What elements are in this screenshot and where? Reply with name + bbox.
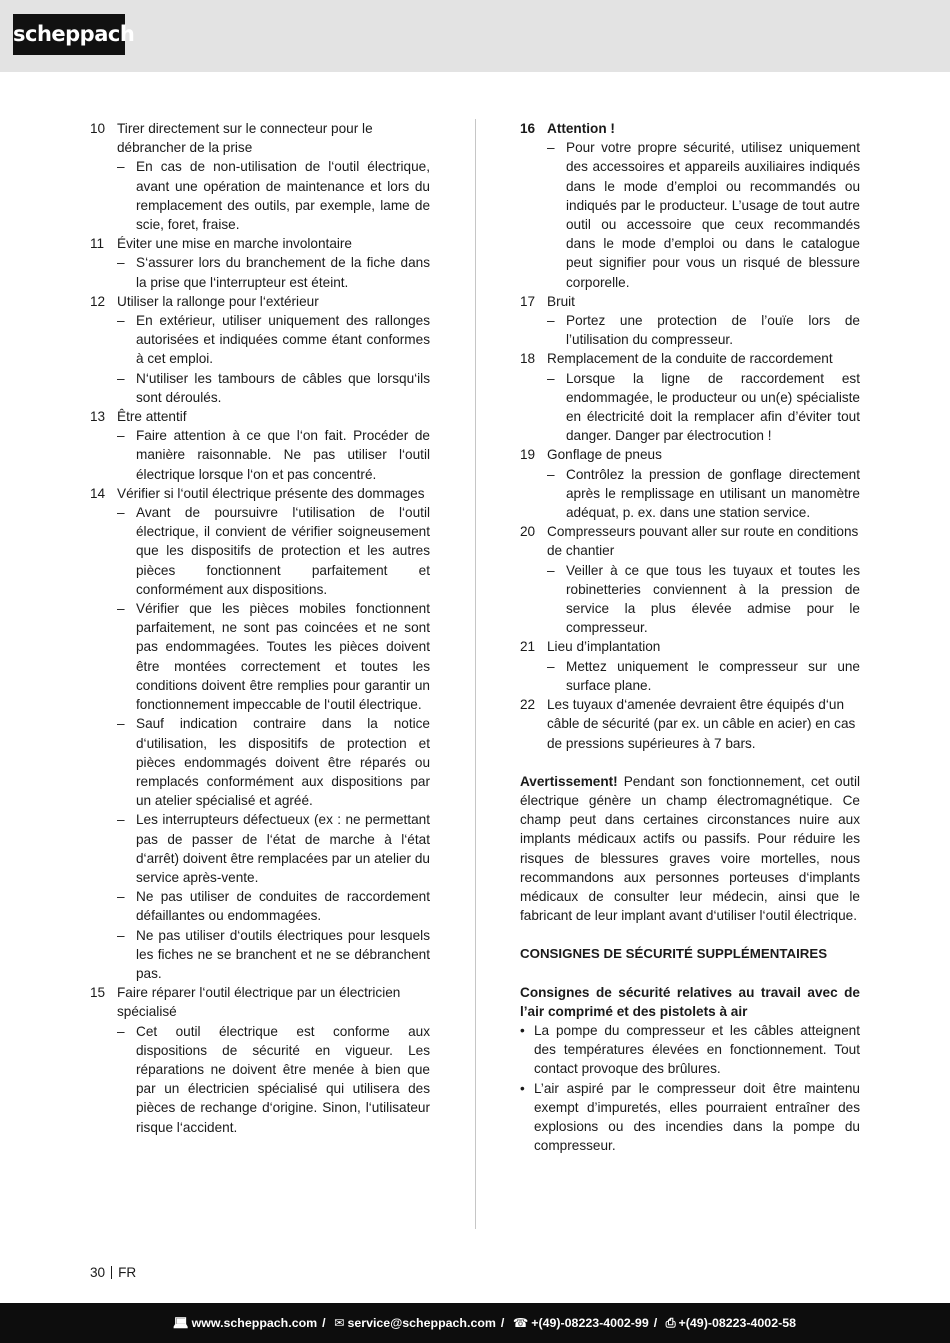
item-number: 11: [90, 236, 105, 252]
item-title: Compresseurs pouvant aller sur route en conditions de chantier: [547, 524, 859, 559]
bullet-list: [520, 1021, 860, 1155]
item-title: Bruit: [547, 293, 575, 309]
item-number: 22: [520, 697, 536, 713]
sub-item-text: Veiller à ce que tous les tuyaux et toutes les robinetteries conviennent à la pression de service la plus élevée admise pour le compresseur.: [566, 562, 860, 636]
numbered-item: [90, 292, 430, 407]
item-title: Utiliser la rallonge pour l‘extérieur: [117, 293, 319, 309]
sub-item-text: Pour votre propre sécurité, utilisez uniquement des accessoires et appareils auxiliaires indiqués dans le mode d’emploi ou recommandés ou indiqués par le producteur. L’usage de tout autre outil ou accessoire que ceux recommandés dans le mode d’emploi ou dans le catalogue peut signifier pour vous un risqué de blessure corporelle.: [566, 140, 860, 290]
footer-website[interactable]: www.scheppach.com: [191, 1316, 318, 1330]
dash-marker: –: [117, 927, 125, 943]
item-title: Faire réparer l‘outil électrique par un électricien spécialisé: [117, 985, 401, 1020]
page-number: [90, 1265, 136, 1280]
dash-marker: –: [117, 370, 125, 386]
numbered-item: [520, 522, 860, 637]
dash-marker: –: [117, 428, 125, 444]
fax-icon: ⎙: [665, 1316, 676, 1330]
dash-marker: –: [117, 505, 125, 521]
header-band: [0, 0, 950, 72]
sub-item: [117, 1022, 430, 1137]
bullet-item: [520, 1021, 860, 1079]
numbered-item: [520, 695, 860, 753]
sub-item-text: Ne pas utiliser d‘outils électriques pour lesquels les fiches ne se branchent et ne se débranchent pas.: [136, 927, 430, 981]
dash-marker: –: [547, 370, 555, 386]
right-column: [520, 119, 860, 1155]
sub-item-text: Vérifier que les pièces mobiles fonctionnent parfaitement, ne sont pas coincées et ne sont pas endommagées. Toutes les pièces doivent être montées correctement et toutes les conditions doivent être remplies pour garantir un fonctionnement impeccable de l‘outil électrique.: [136, 601, 430, 713]
numbered-item: [520, 349, 860, 445]
footer-phone: +(49)-08223-4002-99: [531, 1316, 649, 1330]
item-title: Remplacement de la conduite de raccordement: [547, 351, 833, 367]
sub-item: [117, 157, 430, 234]
sub-item: [117, 369, 430, 407]
sub-item: [547, 561, 860, 638]
dash-marker: –: [117, 812, 125, 828]
dash-marker: –: [117, 1023, 125, 1039]
warning-label: Avertissement!: [520, 773, 618, 789]
footer-separator: /: [500, 1316, 505, 1330]
sub-item-text: Sauf indication contraire dans la notice d‘utilisation, les dispositifs de protection et pièces endommagés doivent être réparés ou remplacés conformément aux dispositions par un atelier spécialisé et agréé.: [136, 716, 430, 809]
sub-item: [117, 426, 430, 484]
bullet-marker: •: [520, 1080, 525, 1096]
sub-item: [547, 311, 860, 349]
dash-marker: –: [547, 658, 555, 674]
dash-marker: –: [117, 313, 125, 329]
sub-item-text: En extérieur, utiliser uniquement des rallonges autorisées et indiquées comme étant conformes à cet emploi.: [136, 313, 430, 367]
sub-item-text: Cet outil électrique est conforme aux dispositions de sécurité en vigueur. Les réparations ne doivent être menée à bien que par un électricien spécialisé qui utilisera des pièces de rechange d‘origine. Sinon, l‘utilisateur risque l‘accident.: [136, 1023, 430, 1135]
sub-item: [547, 465, 860, 523]
dash-marker: –: [117, 159, 125, 175]
footer-fax: +(49)-08223-4002-58: [678, 1316, 796, 1330]
sub-item-text: Ne pas utiliser de conduites de raccordement défaillantes ou endommagées.: [136, 889, 430, 924]
item-title: Lieu d’implantation: [547, 639, 661, 655]
dash-marker: –: [117, 601, 125, 617]
sub-item-text: Contrôlez la pression de gonflage directement après le remplissage en utilisant un manomètre adéquat, p. ex. dans une station service.: [566, 466, 860, 521]
page-separator: [111, 1266, 112, 1279]
section-heading: CONSIGNES DE SÉCURITÉ SUPPLÉMENTAIRES: [520, 946, 828, 962]
item-title: Éviter une mise en marche involontaire: [117, 236, 352, 252]
item-number: 12: [90, 293, 106, 309]
item-title: Être attentif: [117, 409, 187, 425]
numbered-item: [520, 292, 860, 350]
bullet-text: La pompe du compresseur et les câbles atteignent des températures élevées en fonctionnement. Tout contact provoque des brûlures.: [534, 1022, 860, 1077]
footer-separator: /: [653, 1316, 658, 1330]
scheppach-logo: scheppach: [13, 14, 125, 55]
sub-item: [547, 138, 860, 292]
computer-icon: 💻︎: [172, 1316, 189, 1330]
dash-marker: –: [117, 716, 125, 732]
footer-separator: /: [322, 1316, 326, 1330]
item-title: Attention !: [547, 121, 615, 136]
sub-item: [117, 311, 430, 369]
bullet-item: [520, 1079, 860, 1156]
dash-marker: –: [117, 889, 125, 905]
warning-paragraph: [520, 772, 860, 926]
sub-item: [547, 657, 860, 695]
sub-item-text: Mettez uniquement le compresseur sur une surface plane.: [566, 658, 860, 693]
dash-marker: –: [547, 140, 555, 156]
sub-item: [117, 810, 430, 887]
item-number: 17: [520, 293, 536, 309]
sub-item-text: En cas de non-utilisation de l‘outil électrique, avant une opération de maintenance et lors du remplacement des outils, par exemple, lame de scie, foret, fraise.: [136, 159, 430, 233]
item-number: 20: [520, 524, 536, 540]
sub-item-text: Faire attention à ce que l‘on fait. Procéder de manière raisonnable. Ne pas utiliser l‘outil électrique lorsque l‘on et pas concentré.: [136, 428, 430, 482]
item-number: 19: [520, 447, 536, 463]
numbered-item: [90, 484, 430, 983]
numbered-item: [90, 234, 430, 292]
sub-item: [117, 253, 430, 291]
footer-email[interactable]: service@scheppach.com: [347, 1316, 496, 1330]
item-number: 16: [520, 121, 536, 136]
sub-item-text: Avant de poursuivre l‘utilisation de l‘outil électrique, il convient de vérifier soigneusement que les dispositifs de protection et les autres pièces fonctionnent parfaitement et conformément aux dispositions.: [136, 505, 430, 597]
sub-item-text: Les interrupteurs défectueux (ex : ne permettant pas de passer de l‘état de marche à l‘état d‘arrêt) doivent être remplacées par un atelier du service après-vente.: [136, 812, 430, 885]
mail-icon: ✉︎: [334, 1316, 345, 1330]
item-number: 18: [520, 351, 536, 367]
item-title: Gonflage de pneus: [547, 447, 662, 463]
sub-item: [547, 369, 860, 446]
sub-item-text: Lorsque la ligne de raccordement est endommagée, le producteur ou un(e) spécialiste en électricité doit la remplacer afin d’éviter tout danger. Danger par électrocution !: [566, 370, 860, 444]
item-number: 10: [90, 121, 106, 136]
page-number-value: 30: [90, 1265, 106, 1280]
numbered-item: [90, 983, 430, 1137]
footer-bar: [0, 1303, 950, 1343]
bullet-marker: •: [520, 1022, 525, 1038]
item-title: Les tuyaux d‘amenée devraient être équipés d‘un câble de sécurité (par ex. un câble en acier) en cas de pressions supérieures à 7 bars.: [547, 697, 856, 751]
item-title: Tirer directement sur le connecteur pour le débrancher de la prise: [117, 121, 373, 156]
item-number: 15: [90, 985, 106, 1001]
dash-marker: –: [547, 313, 555, 329]
sub-item: [117, 714, 430, 810]
page-language: FR: [118, 1265, 137, 1280]
numbered-item: [90, 119, 430, 234]
item-title: Vérifier si l‘outil électrique présente des dommages: [117, 485, 425, 501]
sub-item: [117, 599, 430, 714]
dash-marker: –: [117, 255, 125, 271]
sub-item: [117, 926, 430, 984]
dash-marker: –: [547, 466, 555, 482]
sub-item: [117, 503, 430, 599]
column-divider: [475, 119, 476, 1229]
item-number: 14: [90, 485, 106, 501]
numbered-item: [520, 445, 860, 522]
sub-item: [117, 887, 430, 925]
warning-text: Pendant son fonctionnement, cet outil électrique génère un champ électromagnétique. Ce champ peut dans certaines circonstances nuire aux implants médicaux actifs ou passifs. Pour réduire les risques de blessures graves voire mortelles, nous recommandons aux personnes porteuses d‘implants médicaux de consulter leur médecin, ainsi que le fabricant de leur implant avant d‘utiliser l‘outil électrique.: [520, 773, 860, 924]
item-number: 13: [90, 409, 106, 425]
sub-item-text: Portez une protection de l’ouïe lors de l’utilisation du compresseur.: [566, 313, 860, 348]
numbered-item: [520, 119, 860, 292]
numbered-item: [90, 407, 430, 484]
phone-icon: ☎︎: [512, 1316, 529, 1330]
sub-item-text: S‘assurer lors du branchement de la fiche dans la prise que l‘interrupteur est éteint.: [136, 255, 430, 290]
numbered-item: [520, 637, 860, 695]
subsection-heading: Consignes de sécurité relatives au travail avec de l’air comprimé et des pistolets à air: [520, 984, 860, 1019]
left-column: [90, 119, 430, 1137]
item-number: 21: [520, 639, 536, 655]
bullet-text: L’air aspiré par le compresseur doit être maintenu exempt d’impuretés, elles pourraient entraîner des explosions ou des incendies dans la pompe du compresseur.: [534, 1080, 860, 1154]
right-items-list: [520, 119, 860, 753]
sub-item-text: N‘utiliser les tambours de câbles que lorsqu‘ils sont déroulés.: [136, 370, 430, 405]
dash-marker: –: [547, 562, 555, 578]
